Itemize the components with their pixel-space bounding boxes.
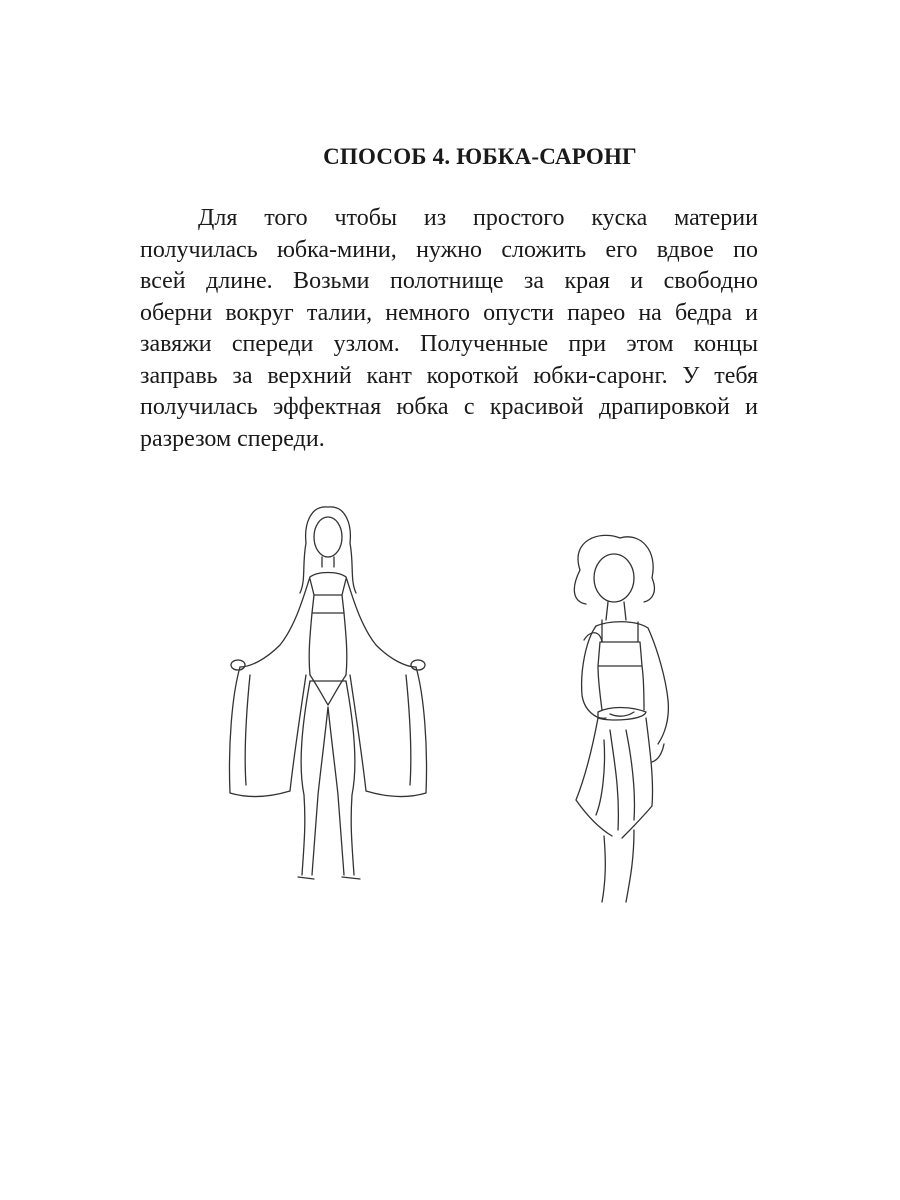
paragraph-line: всей длине. Возьми полотнище за края и свободно [140,268,758,294]
section-heading: СПОСОБ 4. ЮБКА-САРОНГ [323,144,637,169]
paragraph-line: Для того чтобы из простого куска материи [198,205,758,231]
paragraph-line: заправь за верхний кант короткой юбки-саронг. У тебя [140,362,758,389]
paragraph-line: получилась эффектная юбка с красивой драпировкой и [140,394,758,420]
illustration-figure-wearing-sarong [540,530,720,910]
paragraph-line: оберни вокруг талии, немного опусти парео на бедра и [140,299,758,326]
paragraph-line: завяжи спереди узлом. Полученные при этом концы [140,331,758,357]
paragraph-line: получилась юбка-мини, нужно сложить его вдвое по [140,236,758,263]
paragraph-line: разрезом спереди. [140,425,325,452]
illustration-figure-holding-fabric [210,495,450,905]
instruction-paragraph [140,203,758,455]
